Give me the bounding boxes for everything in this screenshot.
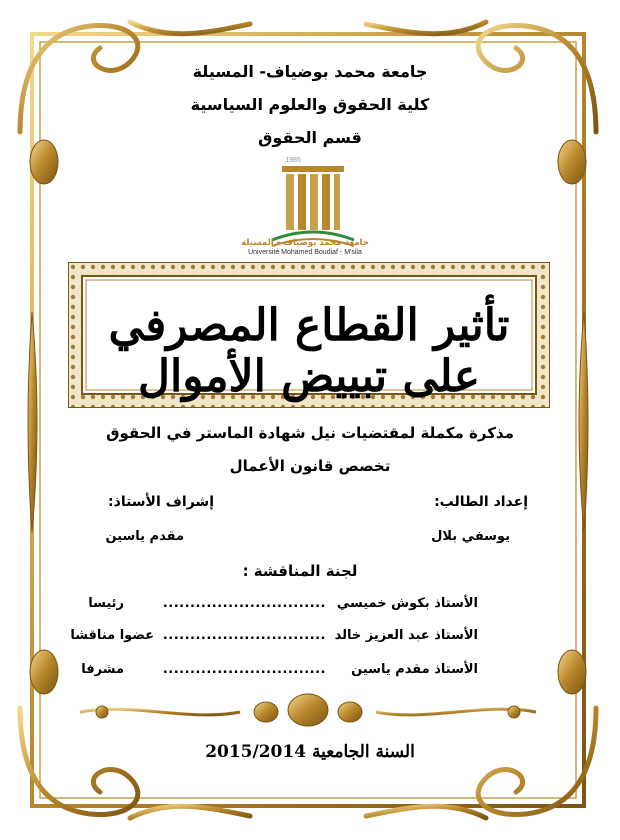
department-name: قسم الحقوق <box>258 128 362 147</box>
specialization: تخصص قانون الأعمال <box>229 457 391 475</box>
member-role: عضوا مناقشا <box>70 628 154 643</box>
logo-name-arabic: جامعة محمد بوضياف - المسيلة <box>241 238 369 248</box>
member-dots: .............................. <box>162 596 326 611</box>
faculty-name: كلية الحقوق والعلوم السياسية <box>190 95 430 114</box>
university-logo <box>268 156 358 250</box>
student-name: يوسفي بلال <box>431 529 510 544</box>
supervisor-label: إشراف الأستاذ: <box>108 494 214 510</box>
supervisor-name: مقدم ياسين <box>105 529 184 544</box>
logo-name-french: Université Mohamed Boudiaf - M'sila <box>248 249 362 256</box>
degree-statement: مذكرة مكملة لمقتضيات نيل شهادة الماستر في الحقوق <box>106 424 514 442</box>
member-dots: .............................. <box>162 662 326 677</box>
member-name: الأستاذ مقدم ياسين <box>351 662 478 677</box>
member-dots: .............................. <box>162 628 326 643</box>
member-name: الأستاذ بكوش خميسي <box>336 596 478 611</box>
member-role: مشرفا <box>81 662 124 677</box>
member-name: الأستاذ عبد العزيز خالد <box>334 628 478 643</box>
logo-year: 1985 <box>285 157 301 164</box>
university-name: جامعة محمد بوضياف- المسيلة <box>192 62 428 81</box>
member-role: رئيسا <box>88 596 124 611</box>
academic-year: السنة الجامعية 2015/2014 <box>205 742 415 762</box>
committee-heading: لجنة المناقشة : <box>242 562 358 580</box>
thesis-title: تأثير القطاع المصرفي على تبييض الأموال <box>108 300 510 402</box>
student-label: إعداد الطالب: <box>434 494 528 510</box>
